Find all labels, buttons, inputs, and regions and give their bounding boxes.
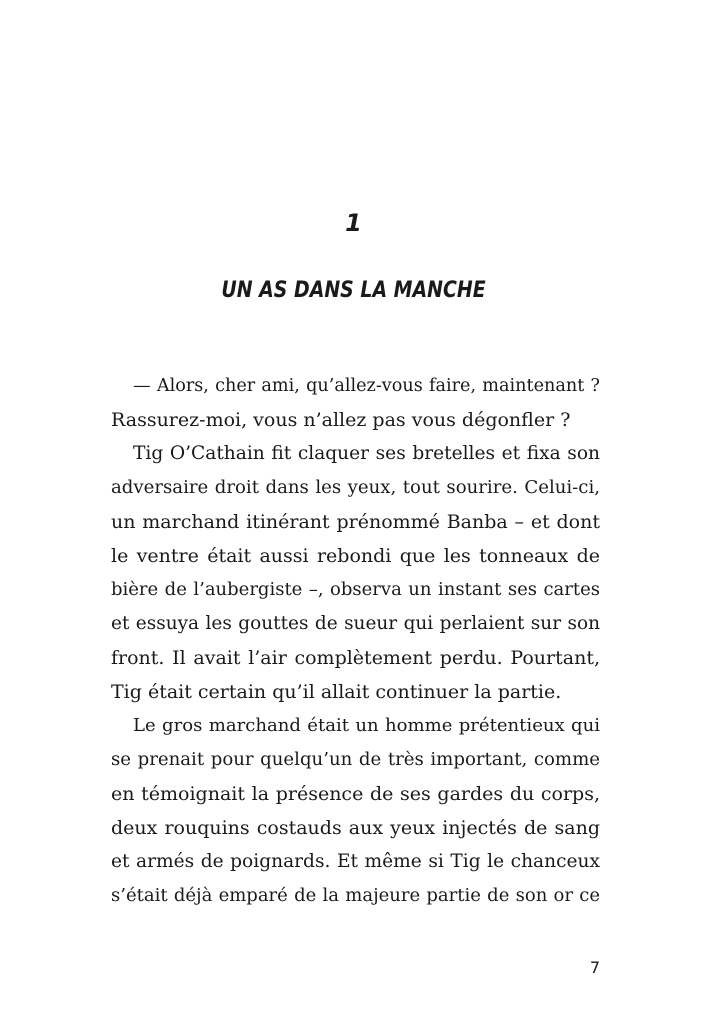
body-line: front. Il avait l’air complètement perdu. Pourtant, [111, 647, 600, 669]
chapter-body [111, 369, 600, 913]
page-number: 7 [589, 958, 600, 977]
body-line: Tig était certain qu’il allait continuer la partie. [111, 681, 562, 703]
body-line: deux rouquins costauds aux yeux injectés de sang [111, 817, 600, 839]
body-line: en témoignait la présence de ses gardes du corps, [111, 783, 600, 805]
body-line: bière de l’aubergiste –, observa un instant ses cartes [111, 579, 600, 600]
body-line: s’était déjà emparé de la majeure partie de son or ce [111, 885, 600, 906]
chapter-number: 1 [345, 209, 362, 237]
body-line: Rassurez-moi, vous n’allez pas vous dégonfler ? [111, 409, 571, 431]
body-line: et armés de poignards. Et même si Tig le chanceux [111, 851, 600, 872]
body-line: Le gros marchand était un homme prétentieux qui [133, 715, 600, 736]
body-line: — Alors, cher ami, qu’allez-vous faire, maintenant ? [133, 376, 600, 396]
body-line: se prenait pour quelqu’un de très important, comme [111, 749, 600, 770]
body-line: et essuya les gouttes de sueur qui perlaient sur son [111, 613, 600, 634]
body-line: Tig O’Cathain fit claquer ses bretelles et fixa son [133, 443, 600, 464]
chapter-title: UN AS DANS LA MANCHE [221, 278, 486, 303]
body-line: adversaire droit dans les yeux, tout sourire. Celui-ci, [111, 477, 600, 498]
body-line: le ventre était aussi rebondi que les tonneaux de [111, 545, 600, 567]
body-line: un marchand itinérant prénommé Banba – et dont [111, 511, 600, 533]
